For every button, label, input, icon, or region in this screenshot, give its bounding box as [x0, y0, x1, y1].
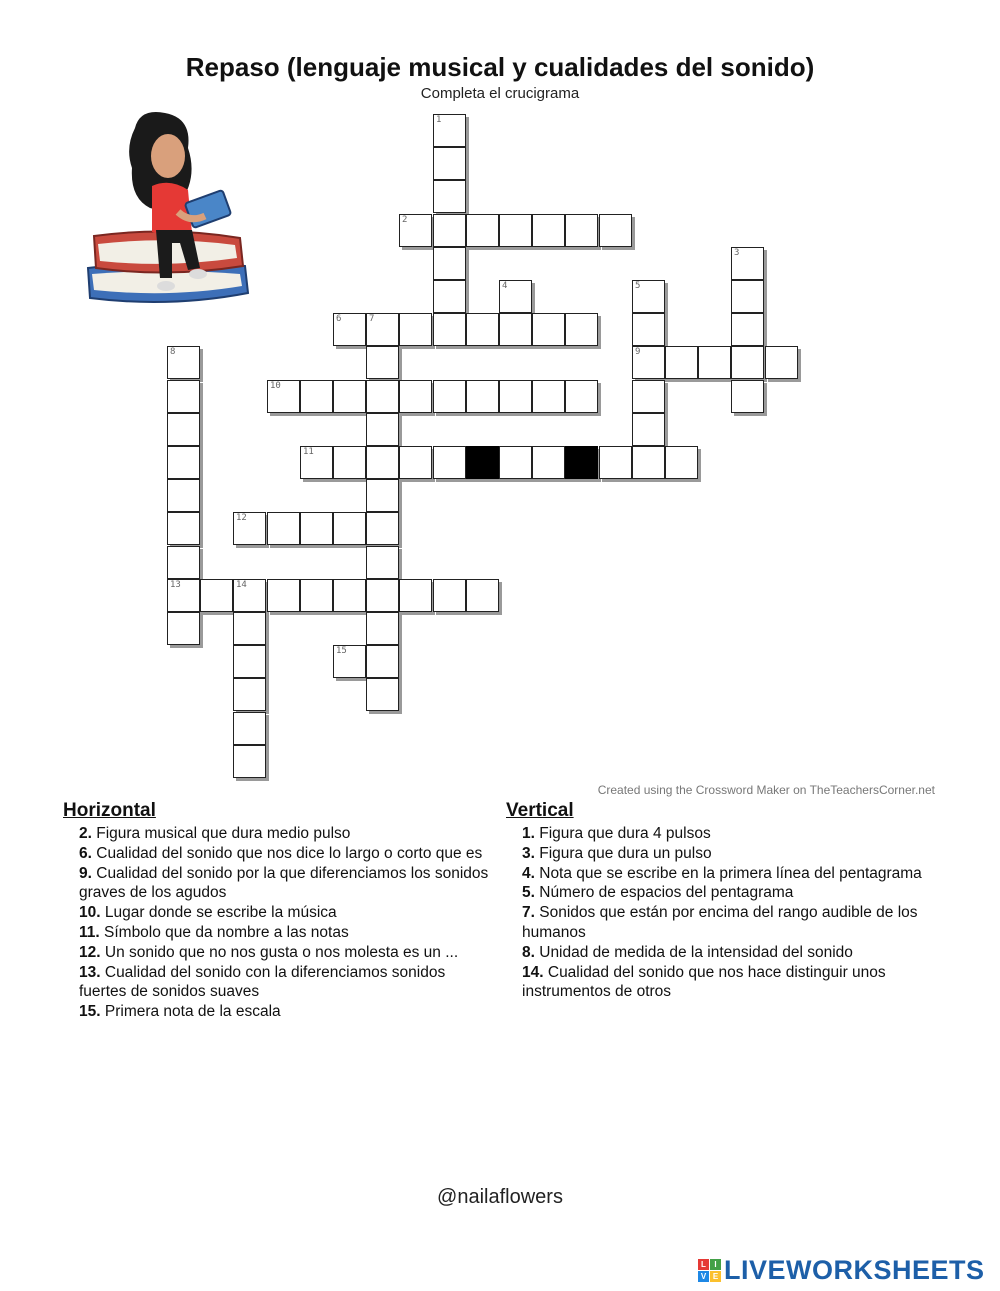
clue-item — [522, 824, 941, 844]
crossword-cell[interactable] — [698, 346, 731, 379]
clue-number: 8. — [522, 943, 535, 961]
crossword-cell-input[interactable] — [566, 314, 597, 345]
crossword-cell[interactable] — [233, 512, 266, 545]
crossword-cell-input[interactable] — [334, 580, 365, 611]
crossword-cell-input[interactable] — [434, 314, 465, 345]
crossword-cell-input[interactable] — [334, 513, 365, 544]
crossword-cell[interactable] — [300, 380, 333, 413]
crossword-cell[interactable] — [499, 280, 532, 313]
crossword-cell[interactable] — [366, 380, 399, 413]
crossword-cell[interactable] — [632, 380, 665, 413]
clue-item — [79, 923, 493, 943]
clue-text: Cualidad del sonido que nos hace distinguir unos instrumentos de otros — [522, 963, 886, 1001]
clue-number: 11 — [303, 447, 314, 457]
crossword-cell[interactable] — [565, 380, 598, 413]
clue-text: Cualidad del sonido por la que diferenciamos los sonidos graves de los agudos — [79, 864, 489, 902]
crossword-cell-input[interactable] — [732, 381, 763, 412]
crossword-cell-input[interactable] — [367, 447, 398, 478]
crossword-cell-input[interactable] — [334, 314, 365, 345]
crossword-cell[interactable] — [366, 479, 399, 512]
crossword-cell[interactable] — [300, 579, 333, 612]
crossword-cell[interactable] — [565, 313, 598, 346]
crossword-cell-input[interactable] — [367, 347, 398, 378]
crossword-cell[interactable] — [433, 313, 466, 346]
crossword-cell-input[interactable] — [168, 480, 199, 511]
crossword-cell-input[interactable] — [566, 381, 597, 412]
crossword-cell-input[interactable] — [400, 381, 431, 412]
crossword-cell[interactable] — [167, 380, 200, 413]
crossword-cell-input[interactable] — [301, 381, 332, 412]
crossword-cell[interactable] — [333, 579, 366, 612]
crossword-cell[interactable] — [565, 214, 598, 247]
crossword-cell[interactable] — [200, 579, 233, 612]
crossword-cell-input[interactable] — [766, 347, 797, 378]
crossword-cell[interactable] — [333, 313, 366, 346]
crossword-cell[interactable] — [433, 114, 466, 147]
clue-text: Símbolo que da nombre a las notas — [99, 923, 349, 941]
clue-text: Un sonido que no nos gusta o nos molesta es un ... — [100, 943, 459, 961]
crossword-block — [565, 446, 598, 479]
crossword-cell[interactable] — [532, 380, 565, 413]
crossword-cell-input[interactable] — [301, 580, 332, 611]
crossword-cell[interactable] — [366, 546, 399, 579]
crossword-cell[interactable] — [399, 214, 432, 247]
crossword-block — [466, 446, 499, 479]
liveworksheets-wordmark: LIVEWORKSHEETS — [724, 1254, 985, 1285]
horizontal-clue-list — [63, 824, 493, 1022]
crossword-cell[interactable] — [466, 579, 499, 612]
horizontal-heading: Horizontal — [63, 800, 156, 821]
crossword-cell-input[interactable] — [633, 381, 664, 412]
crossword-cell-input[interactable] — [234, 580, 265, 611]
clue-text: Sonidos que están por encima del rango audible de los humanos — [522, 904, 918, 941]
crossword-cell[interactable] — [731, 313, 764, 346]
vertical-clues — [506, 800, 941, 1002]
clue-number: 15. — [79, 1003, 101, 1021]
crossword-cell-input[interactable] — [400, 447, 431, 478]
clue-text: Primera nota de la escala — [100, 1003, 281, 1021]
crossword-cell[interactable] — [167, 446, 200, 479]
clue-item — [522, 943, 941, 963]
crossword-cell[interactable] — [233, 612, 266, 645]
crossword-cell[interactable] — [233, 712, 266, 745]
crossword-cell-input[interactable] — [301, 447, 332, 478]
clue-number: 14 — [236, 580, 247, 590]
clue-text: Unidad de medida de la intensidad del sonido — [534, 943, 853, 961]
crossword-cell-input[interactable] — [268, 513, 299, 544]
crossword-cell[interactable] — [632, 446, 665, 479]
clue-number: 12. — [79, 943, 101, 961]
credit-line: Created using the Crossword Maker on TheTeachersCorner.net — [597, 783, 935, 797]
crossword-cell-input[interactable] — [666, 347, 697, 378]
crossword-cell-input[interactable] — [434, 148, 465, 179]
clue-number: 9. — [79, 864, 92, 882]
logo-letter: V — [698, 1271, 709, 1282]
crossword-cell[interactable] — [366, 645, 399, 678]
clue-item — [79, 963, 493, 1003]
clue-number: 13. — [79, 963, 101, 981]
horizontal-clues — [63, 800, 493, 1022]
crossword-cell[interactable] — [366, 446, 399, 479]
crossword-cell[interactable] — [267, 380, 300, 413]
crossword-cell-input[interactable] — [301, 513, 332, 544]
crossword-cell-input[interactable] — [367, 613, 398, 644]
crossword-cell-input[interactable] — [234, 679, 265, 710]
crossword-cell[interactable] — [466, 380, 499, 413]
crossword-cell-input[interactable] — [467, 314, 498, 345]
crossword-cell-input[interactable] — [168, 513, 199, 544]
crossword-cell-input[interactable] — [367, 547, 398, 578]
crossword-cell-input[interactable] — [201, 580, 232, 611]
crossword-cell-input[interactable] — [500, 281, 531, 312]
crossword-cell[interactable] — [300, 446, 333, 479]
clue-number: 5. — [522, 884, 535, 902]
crossword-cell[interactable] — [433, 214, 466, 247]
crossword-cell-input[interactable] — [467, 580, 498, 611]
crossword-cell-input[interactable] — [234, 746, 265, 777]
crossword-cell-input[interactable] — [533, 381, 564, 412]
crossword-cell[interactable] — [632, 413, 665, 446]
crossword-cell-input[interactable] — [268, 580, 299, 611]
vertical-heading: Vertical — [506, 800, 574, 821]
crossword-cell-input[interactable] — [633, 314, 664, 345]
liveworksheets-logo[interactable] — [698, 1255, 985, 1285]
clue-number: 10. — [79, 904, 101, 922]
crossword-cell-input[interactable] — [600, 215, 631, 246]
clue-number: 14. — [522, 963, 544, 981]
clue-number: 3 — [734, 248, 740, 258]
clue-number: 6. — [79, 844, 92, 862]
crossword-cell[interactable] — [333, 645, 366, 678]
clue-number: 2. — [79, 825, 92, 842]
clue-item — [79, 1002, 493, 1022]
crossword-cell[interactable] — [333, 446, 366, 479]
crossword-cell-input[interactable] — [400, 215, 431, 246]
crossword-cell-input[interactable] — [367, 480, 398, 511]
worksheet-subtitle: Completa el crucigrama — [420, 85, 580, 102]
crossword-cell-input[interactable] — [633, 447, 664, 478]
crossword-cell-input[interactable] — [533, 447, 564, 478]
crossword-cell[interactable] — [731, 280, 764, 313]
crossword-cell[interactable] — [433, 579, 466, 612]
crossword-cell[interactable] — [433, 147, 466, 180]
crossword-cell-input[interactable] — [168, 447, 199, 478]
crossword-cell-input[interactable] — [633, 414, 664, 445]
author-handle: @nailaflowers — [437, 1186, 563, 1208]
clue-number: 5 — [635, 281, 641, 291]
crossword-cell-input[interactable] — [500, 215, 531, 246]
crossword-cell[interactable] — [466, 313, 499, 346]
crossword-cell-input[interactable] — [168, 347, 199, 378]
crossword-cell-input[interactable] — [732, 314, 763, 345]
clue-number: 2 — [402, 215, 408, 225]
crossword-cell[interactable] — [399, 579, 432, 612]
crossword-cell-input[interactable] — [434, 281, 465, 312]
crossword-cell-input[interactable] — [334, 646, 365, 677]
crossword-cell[interactable] — [731, 380, 764, 413]
clue-item — [79, 943, 493, 963]
crossword-cell[interactable] — [731, 247, 764, 280]
crossword-cell-input[interactable] — [234, 713, 265, 744]
liveworksheets-icon — [698, 1259, 721, 1282]
crossword-cell[interactable] — [532, 313, 565, 346]
crossword-cell[interactable] — [233, 678, 266, 711]
crossword-cell[interactable] — [366, 579, 399, 612]
crossword-cell-input[interactable] — [666, 447, 697, 478]
crossword-cell-input[interactable] — [600, 447, 631, 478]
crossword-cell-input[interactable] — [434, 447, 465, 478]
crossword-cell[interactable] — [233, 745, 266, 778]
clue-number: 9 — [635, 347, 641, 357]
clue-item — [522, 903, 941, 943]
clue-number: 7. — [522, 904, 535, 922]
crossword-cell-input[interactable] — [699, 347, 730, 378]
crossword-cell[interactable] — [532, 446, 565, 479]
crossword-cell-input[interactable] — [234, 646, 265, 677]
crossword-cell-input[interactable] — [367, 414, 398, 445]
crossword-cell-input[interactable] — [434, 215, 465, 246]
crossword-cell[interactable] — [300, 512, 333, 545]
crossword-cell[interactable] — [333, 512, 366, 545]
clue-number: 7 — [369, 314, 375, 324]
crossword-cell-input[interactable] — [633, 347, 664, 378]
crossword-cell[interactable] — [599, 214, 632, 247]
vertical-clue-list — [506, 824, 941, 1002]
crossword-cell-input[interactable] — [500, 314, 531, 345]
crossword-cell-input[interactable] — [168, 547, 199, 578]
clue-item — [79, 824, 493, 844]
clue-item — [79, 864, 493, 904]
crossword-cell[interactable] — [399, 313, 432, 346]
crossword-cell[interactable] — [632, 346, 665, 379]
clue-text: Nota que se escribe en la primera línea del pentagrama — [534, 864, 922, 882]
crossword-cell-input[interactable] — [234, 513, 265, 544]
clue-number: 4. — [522, 864, 535, 882]
crossword-cell[interactable] — [632, 280, 665, 313]
crossword-cell-input[interactable] — [367, 646, 398, 677]
clue-text: Figura que dura un pulso — [534, 844, 712, 862]
clue-number: 11. — [79, 923, 100, 941]
crossword-cell-input[interactable] — [367, 314, 398, 345]
clue-number: 15 — [336, 646, 347, 656]
logo-letter: I — [710, 1259, 721, 1270]
crossword-cell[interactable] — [433, 280, 466, 313]
crossword-cell[interactable] — [665, 446, 698, 479]
clue-item — [79, 903, 493, 923]
crossword-cell[interactable] — [466, 214, 499, 247]
clue-number: 10 — [270, 381, 281, 391]
crossword-cell-input[interactable] — [334, 447, 365, 478]
clue-item — [522, 963, 941, 1003]
crossword-cell[interactable] — [333, 380, 366, 413]
crossword-cell[interactable] — [366, 678, 399, 711]
crossword-cell[interactable] — [167, 546, 200, 579]
crossword-cell[interactable] — [499, 446, 532, 479]
crossword-cell-input[interactable] — [400, 580, 431, 611]
crossword-cell-input[interactable] — [533, 215, 564, 246]
crossword-cell-input[interactable] — [168, 613, 199, 644]
clue-text: Figura musical que dura medio pulso — [91, 825, 351, 842]
crossword-cell-input[interactable] — [434, 381, 465, 412]
crossword-cell[interactable] — [233, 645, 266, 678]
crossword-cell[interactable] — [399, 446, 432, 479]
crossword-cell-input[interactable] — [533, 314, 564, 345]
clue-item — [79, 844, 493, 864]
worksheet-title: Repaso (lenguaje musical y cualidades del sonido) — [185, 52, 815, 82]
crossword-cell-input[interactable] — [500, 381, 531, 412]
crossword-cell[interactable] — [499, 313, 532, 346]
crossword-cell-input[interactable] — [367, 381, 398, 412]
crossword-cell[interactable] — [366, 413, 399, 446]
crossword-cell[interactable] — [233, 579, 266, 612]
crossword-cell-input[interactable] — [732, 281, 763, 312]
crossword-cell[interactable] — [167, 612, 200, 645]
crossword-cell-input[interactable] — [234, 613, 265, 644]
crossword-cell[interactable] — [366, 512, 399, 545]
crossword-cell[interactable] — [433, 247, 466, 280]
crossword-cell[interactable] — [599, 446, 632, 479]
crossword-cell[interactable] — [366, 346, 399, 379]
crossword-cell[interactable] — [499, 214, 532, 247]
crossword-cell-input[interactable] — [467, 381, 498, 412]
crossword-cell-input[interactable] — [633, 281, 664, 312]
crossword-cell-input[interactable] — [367, 513, 398, 544]
clue-text: Figura que dura 4 pulsos — [534, 825, 711, 842]
crossword-cell[interactable] — [167, 346, 200, 379]
clue-text: Número de espacios del pentagrama — [534, 884, 794, 902]
crossword-cell[interactable] — [167, 512, 200, 545]
crossword-cell-input[interactable] — [467, 215, 498, 246]
crossword-cell[interactable] — [632, 313, 665, 346]
crossword-cell[interactable] — [366, 612, 399, 645]
crossword-cell[interactable] — [731, 346, 764, 379]
crossword-cell[interactable] — [532, 214, 565, 247]
crossword-cell-input[interactable] — [367, 580, 398, 611]
crossword-cell-input[interactable] — [400, 314, 431, 345]
clue-number: 8 — [170, 347, 176, 357]
clue-item — [522, 883, 941, 903]
clue-item — [522, 844, 941, 864]
crossword-cell-input[interactable] — [434, 115, 465, 146]
clue-text: Cualidad del sonido con la diferenciamos sonidos fuertes de sonidos suaves — [79, 963, 446, 1001]
crossword-cell-input[interactable] — [732, 347, 763, 378]
crossword-cell[interactable] — [433, 180, 466, 213]
crossword-cell-input[interactable] — [500, 447, 531, 478]
crossword-cell[interactable] — [167, 413, 200, 446]
crossword-cell-input[interactable] — [268, 381, 299, 412]
crossword-cell-input[interactable] — [732, 248, 763, 279]
crossword-cell-input[interactable] — [168, 580, 199, 611]
crossword-cell[interactable] — [366, 313, 399, 346]
clue-text: Lugar donde se escribe la música — [100, 904, 337, 922]
crossword-cell-input[interactable] — [434, 181, 465, 212]
logo-letter: E — [710, 1271, 721, 1282]
clue-number: 1 — [436, 115, 442, 125]
clue-text: Cualidad del sonido que nos dice lo largo o corto que es — [91, 844, 483, 862]
crossword-cell-input[interactable] — [334, 381, 365, 412]
clue-number: 13 — [170, 580, 181, 590]
crossword-cell[interactable] — [399, 380, 432, 413]
crossword-cell-input[interactable] — [566, 215, 597, 246]
crossword-cell-input[interactable] — [168, 381, 199, 412]
crossword-cell[interactable] — [167, 479, 200, 512]
clue-number: 6 — [336, 314, 342, 324]
crossword-cell-input[interactable] — [434, 248, 465, 279]
crossword-cell[interactable] — [167, 579, 200, 612]
crossword-cell-input[interactable] — [434, 580, 465, 611]
clue-number: 3. — [522, 844, 535, 862]
crossword-cell[interactable] — [499, 380, 532, 413]
crossword-cell[interactable] — [267, 579, 300, 612]
crossword-cell-input[interactable] — [168, 414, 199, 445]
crossword-cell[interactable] — [433, 380, 466, 413]
crossword-cell[interactable] — [267, 512, 300, 545]
clue-item — [522, 864, 941, 884]
crossword-cell[interactable] — [665, 346, 698, 379]
logo-letter: L — [698, 1259, 709, 1270]
clue-number: 1. — [522, 825, 535, 842]
clue-number: 4 — [502, 281, 508, 291]
crossword-cell[interactable] — [765, 346, 798, 379]
clue-number: 12 — [236, 513, 247, 523]
crossword-cell-input[interactable] — [367, 679, 398, 710]
crossword-cell[interactable] — [433, 446, 466, 479]
